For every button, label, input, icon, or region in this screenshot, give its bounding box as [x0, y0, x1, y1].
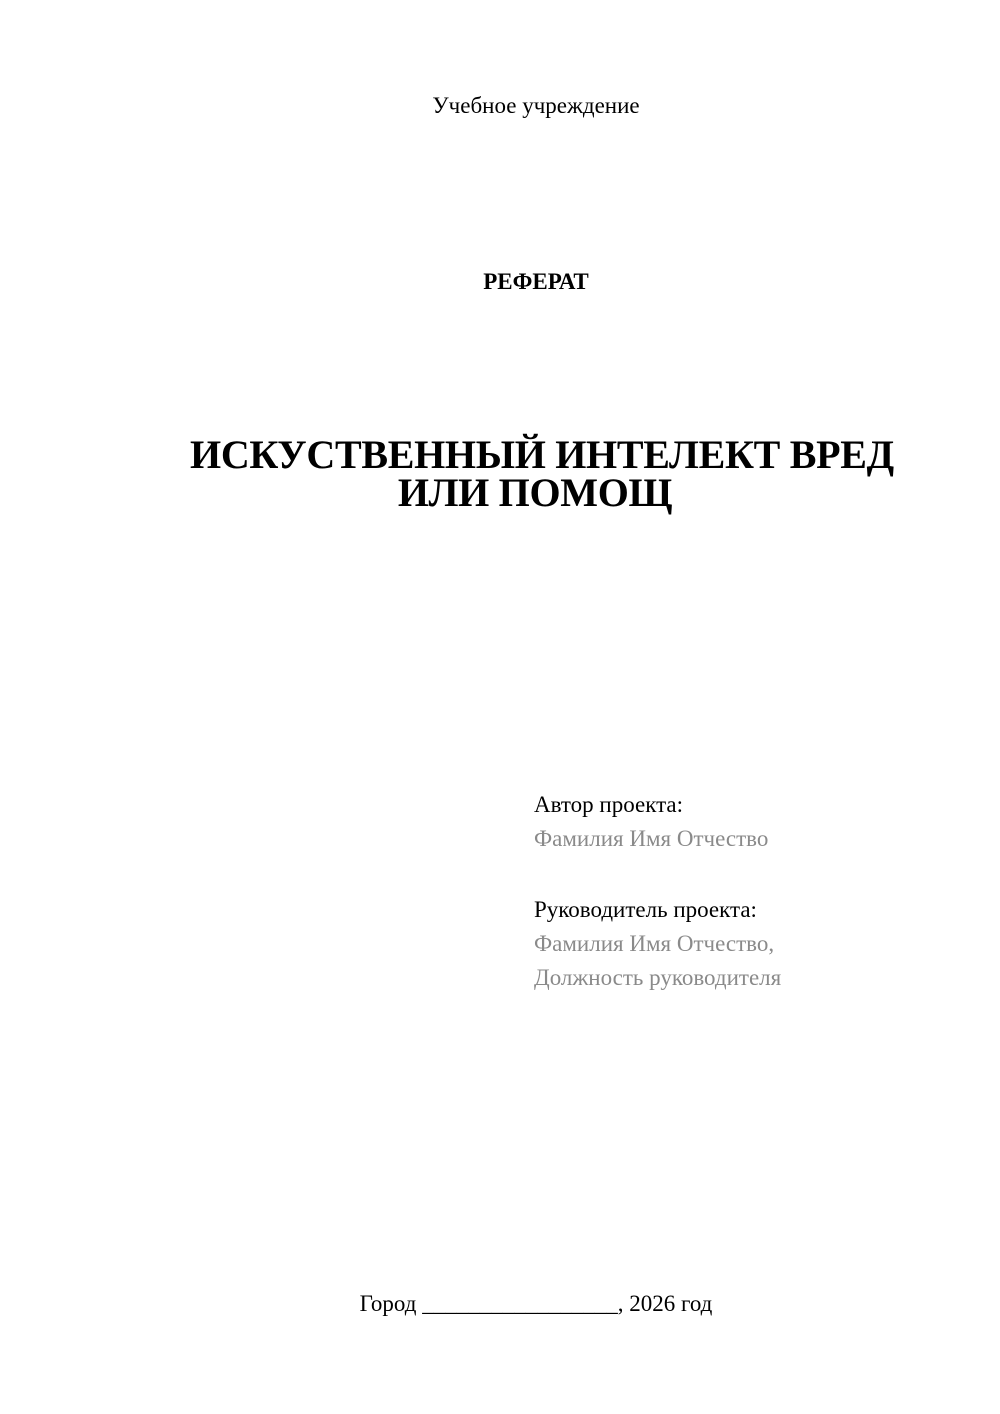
supervisor-position: Должность руководителя	[534, 965, 782, 990]
credits-block	[534, 788, 974, 995]
author-label: Автор проекта:	[534, 792, 683, 817]
year-text: , 2026 год	[617, 1291, 713, 1316]
author-name: Фамилия Имя Отчество	[534, 826, 769, 851]
supervisor-label: Руководитель проекта:	[534, 897, 757, 922]
city-blank: _________________	[422, 1291, 618, 1316]
footer-city-year	[0, 1290, 1000, 1318]
document-title-line-2: ИЛИ ПОМОЩ	[397, 470, 673, 515]
institution-name: Учебное учреждение	[432, 93, 640, 118]
document-type: РЕФЕРАТ	[483, 269, 589, 294]
city-label: Город	[359, 1291, 417, 1316]
supervisor-name: Фамилия Имя Отчество,	[534, 931, 775, 956]
document-title-line-1: ИСКУСТВЕННЫЙ ИНТЕЛЕКТ ВРЕД	[190, 432, 894, 477]
credits-spacer	[534, 856, 974, 893]
document-title	[190, 432, 894, 515]
